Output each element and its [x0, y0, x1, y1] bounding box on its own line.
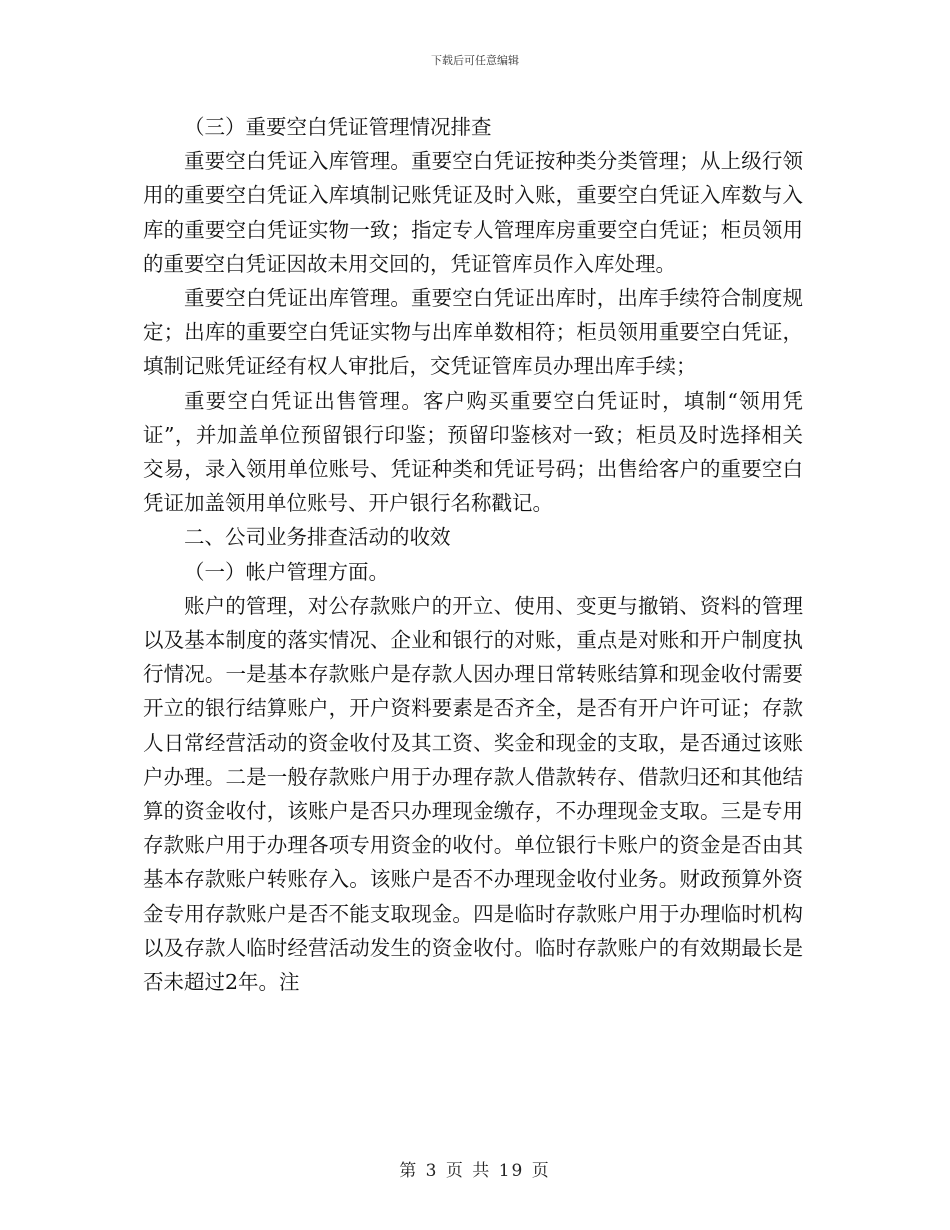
paragraph-account-management: 账户的管理，对公存款账户的开立、使用、变更与撤销、资料的管理以及基本制度的落实情况、企业和银行的对账，重点是对账和开户制度执行情况。一是基本存款账户是存款人因办理日常转账结算和现金收付需要开立的银行结算账户，开户资料要素是否齐全，是否有开户许可证；存款人日常经营活动的资金收付及其工资、奖金和现金的支取，是否通过该账户办理。二是一般存款账户用于办理存款人借款转存、借款归还和其他结算的资金收付，该账户是否只办理现金缴存，不办理现金支取。三是专用存款账户用于办理各项专用资金的收付。单位银行卡账户的资金是否由其基本存款账户转账存入。该账户是否不办理现金收付业务。财政预算外资金专用存款账户是否不能支取现金。四是临时存款账户用于办理临时机构以及存款人临时经营活动发生的资金收付。临时存款账户的有效期最长是否未超过2年。注: [143, 593, 803, 995]
paragraph-voucher-outbound: 重要空白凭证出库管理。重要空白凭证出库时，出库手续符合制度规定；出库的重要空白凭证实物与出库单数相符；柜员领用重要空白凭证，填制记账凭证经有权人审批后，交凭证管库员办理出库手续；: [143, 286, 803, 379]
section-heading-3: （三）重要空白凭证管理情况排查: [184, 115, 492, 139]
section-heading-2: 二、公司业务排查活动的收效: [184, 525, 451, 550]
document-body: [143, 110, 803, 999]
subsection-heading-account: （一）帐户管理方面。: [184, 559, 389, 584]
paragraph-voucher-inbound: 重要空白凭证入库管理。重要空白凭证按种类分类管理；从上级行领用的重要空白凭证入库填制记账凭证及时入账，重要空白凭证入库数与入库的重要空白凭证实物一致；指定专人管理库房重要空白凭证；柜员领用的重要空白凭证因故未用交回的，凭证管库员作入库处理。: [143, 149, 803, 276]
page-header-note: 下载后可任意编辑: [431, 54, 519, 67]
paragraph-voucher-sale: 重要空白凭证出售管理。客户购买重要空白凭证时，填制“领用凭证”，并加盖单位预留银行印鉴；预留印鉴核对一致；柜员及时选择相关交易，录入领用单位账号、凭证种类和凭证号码；出售给客户的重要空白凭证加盖领用单位账号、开户银行名称戳记。: [143, 388, 803, 516]
page-number-footer: 第 3 页 共 19 页: [399, 1161, 551, 1181]
